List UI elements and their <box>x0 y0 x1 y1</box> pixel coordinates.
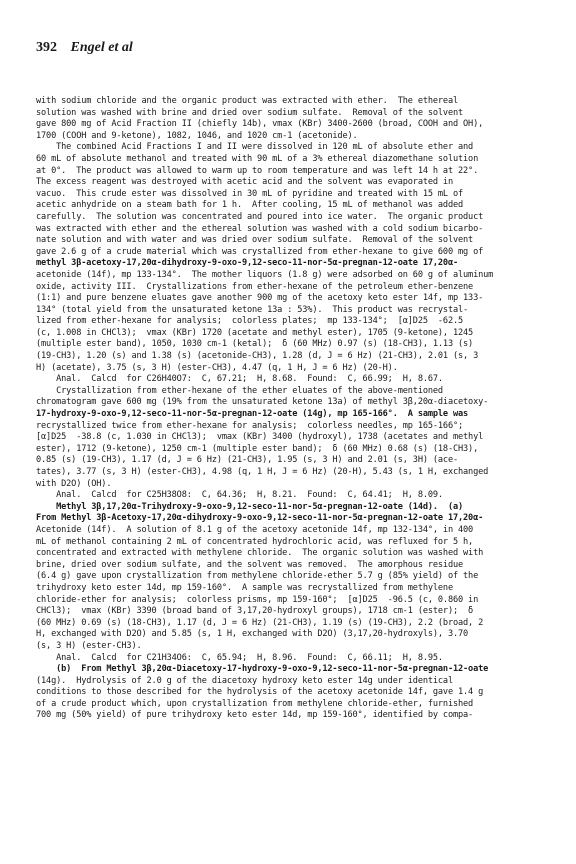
text-line: ester), 1712 (9-ketone), 1250 cm-1 (multiple ester band); δ (60 MHz) 0.68 (s) (18-CH3), <box>36 443 479 454</box>
text-line: conditions to those described for the hydrolysis of the acetoxy acetonide 14f, gave 1.4 g <box>36 687 484 698</box>
text-line: carefully. The solution was concentrated and poured into ice water. The organic product <box>36 211 484 222</box>
text-line: 1700 (COOH and 9-ketone), 1082, 1046, and 1020 cm-1 (acetonide). <box>36 130 358 141</box>
text-line: oxide, activity III. Crystallizations from ether-hexane of the petroleum ether-benzene <box>36 281 474 292</box>
text-line: gave 800 mg of Acid Fraction II (chiefly 14b), vmax (KBr) 3400-2600 (broad, COOH and OH), <box>36 119 484 130</box>
text-line: CHCl3); vmax (KBr) 3390 (broad band of 3,17,20-hydroxyl groups), 1718 cm-1 (ester); δ <box>36 606 474 617</box>
text-line: (1:1) and pure benzene eluates gave another 900 mg of the acetoxy keto ester 14f, mp 133- <box>36 293 484 304</box>
text-line: 60 mL of absolute methanol and treated with 90 mL of a 3% ethereal diazomethane solution <box>36 153 479 164</box>
text-line: Acetonide (14f). A solution of 8.1 g of the acetoxy acetonide 14f, mp 132-134°, in 400 <box>36 524 474 535</box>
text-line: From Methyl 3β-Acetoxy-17,20α-dihydroxy-9-oxo-9,12-seco-11-nor-5α-pregnan-12-oate 17,20α- <box>36 513 484 524</box>
text-line: (19-CH3), 1.20 (s) and 1.38 (s) (acetonide-CH3), 1.28 (d, J = 6 Hz) (21-CH3), 2.01 (s, 3 <box>36 351 479 362</box>
text-line: concentrated and extracted with methylene chloride. The organic solution was washed with <box>36 548 484 559</box>
body-text <box>36 96 556 722</box>
text-line: brine, dried over sodium sulfate, and the solvent was removed. The amorphous residue <box>36 559 464 570</box>
text-line: H) (acetate), 3.75 (s, 3 H) (ester-CH3), 4.47 (q, 1 H, J = 6 Hz) (20-H). <box>36 362 398 373</box>
text-line: Crystallization from ether-hexane of the ether eluates of the above-mentioned <box>36 385 443 396</box>
text-line: 700 mg (50% yield) of pure trihydroxy keto ester 14d, mp 159-160°, identified by compa- <box>36 710 474 721</box>
page-number: 392 <box>36 40 57 55</box>
text-line: tates), 3.77 (s, 3 H) (ester-CH3), 4.98 (q, 1 H, J = 6 Hz) (20-H), 5.43 (s, 1 H, exchanged <box>36 467 489 477</box>
text-line: was extracted with ether and the ethereal solution was washed with a cold sodium bicarbo- <box>36 223 484 234</box>
text-line: (14g). Hydrolysis of 2.0 g of the diacetoxy hydroxy keto ester 14g under identical <box>36 675 453 686</box>
text-line: recrystallized twice from ether-hexane for analysis; colorless needles, mp 165-166°; <box>36 420 464 431</box>
text-line: of a crude product which, upon crystallization from methylene chloride-ether, furnished <box>36 698 474 709</box>
text-line: acetic anhydride on a steam bath for 1 h. After cooling, 15 mL of methanol was added <box>36 200 464 211</box>
text-line: 17-hydroxy-9-oxo-9,12-seco-11-nor-5α-pregnan-12-oate (14g), mp 165-166°. A sample was <box>36 409 469 420</box>
text-line: trihydroxy keto ester 14d, mp 159-160°. A sample was recrystallized from methylene <box>36 582 453 593</box>
text-line: (60 MHz) 0.69 (s) (18-CH3), 1.17 (d, J = 6 Hz) (21-CH3), 1.19 (s) (19-CH3), 2.2 (broad, 2 <box>36 617 484 628</box>
text-line: acetonide (14f), mp 133-134°. The mother liquors (1.8 g) were adsorbed on 60 g of aluminum <box>36 269 494 280</box>
page-header <box>36 40 133 56</box>
text-line: vacuo. This crude ester was dissolved in 30 mL of pyridine and treated with 15 mL of <box>36 188 464 199</box>
text-line: (b) From Methyl 3β,20α-Diacetoxy-17-hydroxy-9-oxo-9,12-seco-11-nor-5α-pregnan-12-oate <box>36 664 489 675</box>
text-line: methyl 3β-acetoxy-17,20α-dihydroxy-9-oxo-9,12-seco-11-nor-5α-pregnan-12-oate 17,20α- <box>36 258 459 269</box>
text-line: solution was washed with brine and dried over sodium sulfate. Removal of the solvent <box>36 107 464 118</box>
text-line: with D2O) (OH). <box>36 478 112 489</box>
text-line: (6.4 g) gave upon crystallization from methylene chloride-ether 5.7 g (85% yield) of the <box>36 571 479 582</box>
text-line: at 0°. The product was allowed to warm up to room temperature and was left 14 h at 22°. <box>36 165 479 176</box>
text-line: mL of methanol containing 2 mL of concentrated hydrochloric acid, was refluxed for 5 h, <box>36 536 474 547</box>
text-line: (multiple ester band), 1050, 1030 cm-1 (ketal); δ (60 MHz) 0.97 (s) (18-CH3), 1.13 (s) <box>36 339 474 350</box>
text-line: 134° (total yield from the unsaturated ketone 13a : 53%). This product was recrystal- <box>36 304 469 315</box>
text-line: The excess reagent was destroyed with acetic acid and the solvent was evaporated in <box>36 177 453 188</box>
running-author: Engel et al <box>70 40 133 55</box>
text-line: chromatogram gave 600 mg (19% from the unsaturated ketone 13a) of methyl 3β,20α-diacetoxy- <box>36 397 489 408</box>
text-line: (c, 1.008 in CHCl3); vmax (KBr) 1720 (acetate and methyl ester), 1705 (9-ketone), 1245 <box>36 327 474 338</box>
text-line: 0.85 (s) (19-CH3), 1.17 (d, J = 6 Hz) (21-CH3), 1.95 (s, 3 H) and 2.01 (s, 3H) (ace- <box>36 455 459 466</box>
text-line: chloride-ether for analysis; colorless prisms, mp 159-160°; [α]D25 -96.5 (c, 0.860 in <box>36 594 479 605</box>
text-line: Anal. Calcd for C25H38O8: C, 64.36; H, 8.21. Found: C, 64.41; H, 8.09. <box>36 490 443 501</box>
text-line: Anal. Calcd for C26H40O7: C, 67.21; H, 8.68. Found: C, 66.99; H, 8.67. <box>36 374 443 385</box>
text-line: The combined Acid Fractions I and II were dissolved in 120 mL of absolute ether and <box>36 142 474 153</box>
text-line: with sodium chloride and the organic product was extracted with ether. The ethereal <box>36 96 459 106</box>
text-line: Methyl 3β,17,20α-Trihydroxy-9-oxo-9,12-seco-11-nor-5α-pregnan-12-oate (14d). (a) <box>36 501 464 512</box>
text-line: gave 2.6 g of a crude material which was crystallized from ether-hexane to give 600 mg of <box>36 246 484 257</box>
text-line: H, exchanged with D2O) and 5.85 (s, 1 H, exchanged with D2O) (3,17,20-hydroxyls), 3.70 <box>36 629 469 640</box>
text-line: (s, 3 H) (ester-CH3). <box>36 640 142 651</box>
text-line: lized from ether-hexane for analysis; colorless plates; mp 133-134°; [α]D25 -62.5 <box>36 316 464 327</box>
text-line: [α]D25 -38.8 (c, 1.030 in CHCl3); vmax (KBr) 3400 (hydroxyl), 1738 (acetates and methyl <box>36 432 484 443</box>
text-line: Anal. Calcd for C21H34O6: C, 65.94; H, 8.96. Found: C, 66.11; H, 8.95. <box>36 652 443 663</box>
text-line: nate solution and with water and was dried over sodium sulfate. Removal of the solvent <box>36 235 474 246</box>
